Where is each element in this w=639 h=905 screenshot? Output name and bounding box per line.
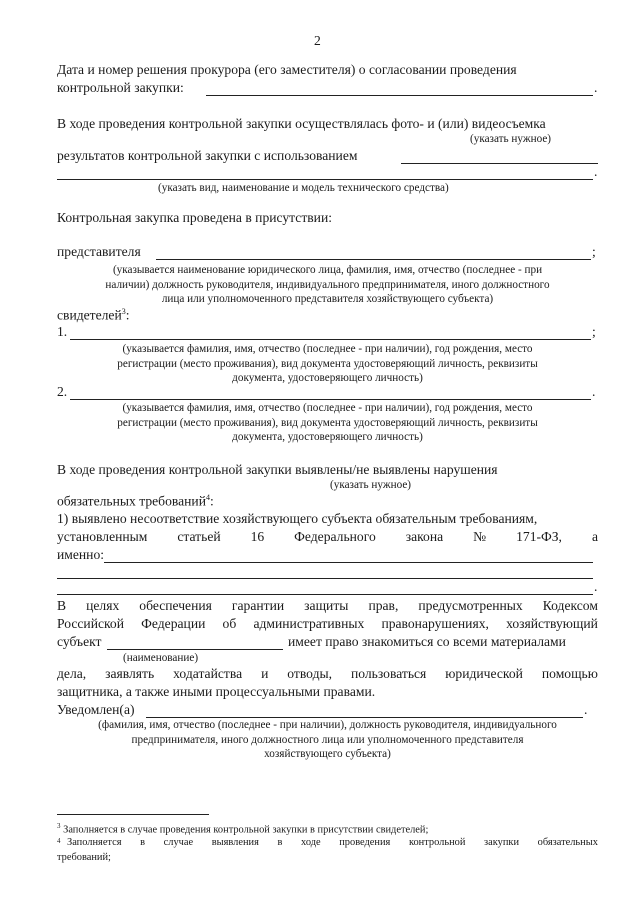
word: случае <box>163 837 194 848</box>
footnote-4-mark-wrap <box>57 837 61 850</box>
notified-note-2: предпринимателя, иного должностного лица или уполномоченного представителя <box>131 734 524 746</box>
witness-2-note-2: регистрации (место проживания), вид документа удостоверяющий личность, реквизиты <box>117 417 538 429</box>
word: проведения <box>339 837 391 848</box>
witness-1-end: ; <box>592 324 596 339</box>
rights-line-1 <box>57 598 598 614</box>
witness-2-end: . <box>592 384 596 399</box>
violations-end: . <box>594 579 598 594</box>
word: выявления <box>211 837 259 848</box>
decision-line-1-text: Дата и номер решения прокурора (его заместителя) о согласовании проведения <box>57 62 517 77</box>
word: пользоваться <box>351 666 427 681</box>
word: Федерации <box>141 616 206 631</box>
presence-title: Контрольная закупка проведена в присутствии: <box>57 210 333 225</box>
witnesses-label-text: свидетелей <box>57 307 122 323</box>
decision-label: контрольной закупки: <box>57 80 184 95</box>
footnote-3 <box>57 822 428 835</box>
photo-label: результатов контрольной закупки с использованием <box>57 148 358 163</box>
witness-2-note-1: (указывается фамилия, имя, отчество (последнее - при наличии), год рождения, место <box>122 402 533 414</box>
violations-field-2[interactable] <box>57 578 593 579</box>
witnesses-colon: : <box>125 307 130 323</box>
footnote-3-text: Заполняется в случае проведения контрольной закупки в присутствии свидетелей; <box>63 824 429 836</box>
word: Российской <box>57 616 124 631</box>
word: юридической <box>445 666 523 681</box>
violations-line-1: В ходе проведения контрольной закупки выявлены/не выявлены нарушения <box>57 462 498 477</box>
word: 16 <box>250 529 265 544</box>
violations-item-1-line-1: 1) выявлено несоответствие хозяйствующего субъекта обязательным требованиям, <box>57 511 538 526</box>
violations-item-1-line-2 <box>57 529 598 545</box>
word: 171-ФЗ, <box>516 529 562 544</box>
witness-1-note-2: регистрации (место проживания), вид документа удостоверяющий личность, реквизиты <box>117 358 538 370</box>
witness-2-field[interactable] <box>70 399 591 400</box>
notified-end: . <box>584 702 588 717</box>
witness-1-note-3: документа, удостоверяющего личность) <box>232 372 423 384</box>
decision-field[interactable] <box>206 95 593 96</box>
notified-note-1: (фамилия, имя, отчество (последнее - при наличии), должность руководителя, индивидуального <box>98 719 557 731</box>
rights-subject-label: субъект <box>57 634 102 649</box>
photo-note-tech: (указать вид, наименование и модель технического средства) <box>158 182 449 194</box>
rights-line-4 <box>57 666 598 682</box>
representative-field[interactable] <box>156 259 591 260</box>
word: Федерального <box>294 529 376 544</box>
violations-item-1-label: именно: <box>57 547 105 562</box>
word: дела, <box>57 666 87 681</box>
word: Кодексом <box>542 598 598 613</box>
word: отводы, <box>287 666 333 681</box>
witness-2-num: 2. <box>57 384 68 399</box>
word: об <box>222 616 237 631</box>
word: ходе <box>301 837 321 848</box>
footnote-4-mark: 4 <box>57 837 61 845</box>
violations-note-needed: (указать нужное) <box>330 479 412 491</box>
photo-tech-field-1[interactable] <box>401 163 598 164</box>
representative-label: представителя <box>57 244 141 259</box>
word: защиты <box>304 598 349 613</box>
rights-line-2 <box>57 616 598 632</box>
word: в <box>277 837 283 848</box>
word: установленным <box>57 529 148 544</box>
word: прав, <box>368 598 399 613</box>
footnote-separator <box>57 814 209 815</box>
representative-note-2: наличии) должность руководителя, индивидуального предпринимателя, иного должностного <box>105 279 550 291</box>
word: а <box>591 529 598 544</box>
footnote-4-line-1 <box>67 837 598 848</box>
word: хозяйствующий <box>506 616 598 631</box>
word: ходатайства <box>173 666 243 681</box>
witness-1-note-1: (указывается фамилия, имя, отчество (последнее - при наличии), год рождения, место <box>122 343 533 355</box>
violations-line-2 <box>57 493 214 510</box>
photo-tech-field-2[interactable] <box>57 179 593 180</box>
rights-line-5: защитника, а также иными процессуальными правами. <box>57 684 376 699</box>
photo-note-needed: (указать нужное) <box>470 133 552 145</box>
representative-end: ; <box>592 244 596 259</box>
word: № <box>473 529 487 544</box>
representative-note-3: лица или уполномоченного представителя хозяйствующего субъекта) <box>161 293 494 305</box>
page-number: 2 <box>314 33 321 48</box>
footnote-ref-4: 4 <box>206 493 210 502</box>
word: контрольной <box>408 837 466 848</box>
footnote-3-mark: 3 <box>57 822 61 830</box>
witness-1-field[interactable] <box>70 339 591 340</box>
word: закупки <box>484 837 520 848</box>
word: в <box>140 837 146 848</box>
violations-field-1[interactable] <box>104 562 593 563</box>
decision-line-1 <box>57 62 598 78</box>
word: предусмотренных <box>418 598 523 613</box>
photo-end: . <box>594 164 598 179</box>
representative-note-1: (указывается наименование юридического лица, фамилия, имя, отчество (последнее - при <box>112 264 543 276</box>
rights-note-name: (наименование) <box>123 652 199 664</box>
word: административных <box>253 616 365 631</box>
rights-line-3-rest: имеет право знакомиться со всеми материалами <box>288 634 566 649</box>
word: закона <box>405 529 444 544</box>
word: помощью <box>541 666 598 681</box>
word: правонарушениях, <box>381 616 489 631</box>
photo-line-1: В ходе проведения контрольной закупки осуществлялась фото- и (или) видеосъемка <box>57 116 546 131</box>
notified-field[interactable] <box>146 717 583 718</box>
notified-label: Уведомлен(а) <box>57 702 135 717</box>
word: заявлять <box>105 666 155 681</box>
word: и <box>261 666 269 681</box>
footnote-ref-3: 3 <box>121 307 126 316</box>
notified-note-3: хозяйствующего субъекта) <box>264 748 391 760</box>
violations-line-2-text: обязательных требований <box>57 493 206 509</box>
word: обеспечения <box>139 598 212 613</box>
rights-subject-field[interactable] <box>107 649 283 650</box>
footnote-4-line-2: требований; <box>57 852 111 863</box>
violations-field-3[interactable] <box>57 594 593 595</box>
decision-end: . <box>594 80 598 95</box>
word: обязательных <box>537 837 598 848</box>
witness-1-num: 1. <box>57 324 68 339</box>
violations-colon: : <box>210 493 214 509</box>
word: гарантии <box>231 598 285 613</box>
word: статьей <box>177 529 221 544</box>
witnesses-label <box>57 307 130 324</box>
witness-2-note-3: документа, удостоверяющего личность) <box>232 431 423 443</box>
word: целях <box>86 598 120 613</box>
word: В <box>57 598 67 613</box>
word: Заполняется <box>67 837 122 848</box>
